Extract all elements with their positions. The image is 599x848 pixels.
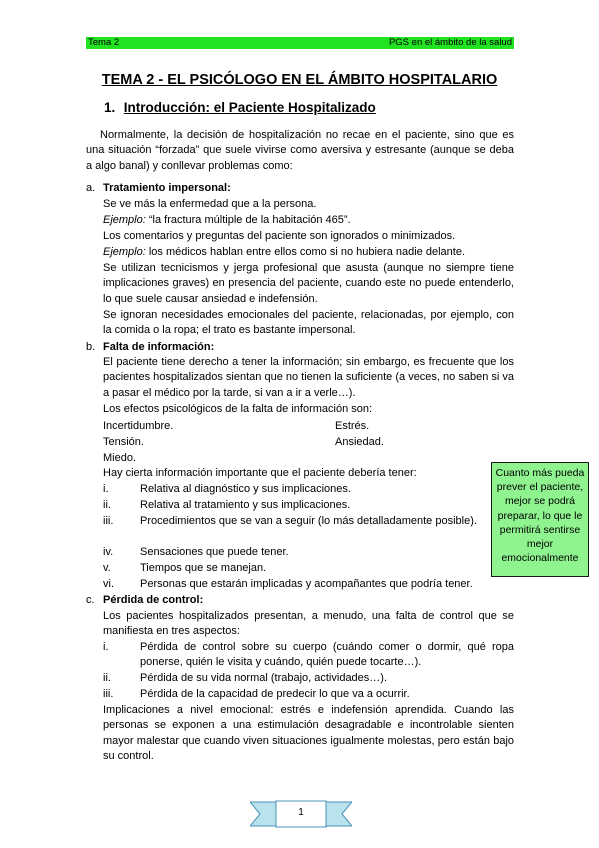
section-heading-text: Introducción: el Paciente Hospitalizado [123,100,376,115]
effect-item: Incertidumbre. [103,420,174,432]
callout-box: Cuanto más pueda prever el paciente, mejor se podrá preparar, lo que le permitirá sentirse mejor emocionalmente [491,462,589,577]
page-number-badge [250,800,352,828]
subsection-letter: b. [86,341,96,353]
subsection-letter: a. [86,182,96,194]
page-number: 1 [298,807,304,818]
subsection-title: Pérdida de control: [103,594,204,606]
paragraph: Se ignoran necesidades emocionales del paciente, relacionadas, por ejemplo, con la comida o la ropa; el trato es bastante impersonal. [103,309,514,337]
paragraph: El paciente tiene derecho a tener la información; sin embargo, es frecuente que los pacientes hospitalizados sientan que no tienen la suficiente (a veces, no saben si va a pasar el médico por la tarde, si van a ir a verle…). [103,356,514,399]
list-item-text: Pérdida de control sobre su cuerpo (cuándo comer o dormir, qué ropa ponerse, quién le visita y cuándo, quién puede tocarte…). [140,641,514,669]
subsection-c-heading [86,593,203,608]
list-item-text: Personas que estarán implicadas y acompañantes que podría tener. [140,578,473,590]
subsection-b-heading [86,340,214,355]
subsection-title: Tratamiento impersonal: [103,182,231,194]
list-item-number: ii. [103,499,111,511]
list-item-text: Pérdida de la capacidad de predecir lo que va a ocurrir. [140,688,410,700]
section-heading [104,100,376,115]
section-number: 1. [104,100,116,115]
list-item-text: Procedimientos que se van a seguir (lo más detalladamente posible). [140,515,477,527]
paragraph: Se ve más la enfermedad que a la persona. [103,198,317,210]
subsection-letter: c. [86,594,95,606]
example-paragraph [103,213,514,228]
effects-row [103,434,384,450]
example-text: los médicos hablan entre ellos como si no hubiera nadie delante. [145,246,465,258]
intro-paragraph: Normalmente, la decisión de hospitalización no recae en el paciente, sino que es una situación “forzada” que suele vivirse como aversiva y estresante (aunque se deba a algo banal) y conllevar problemas como: [86,129,514,172]
paragraph: Se utilizan tecnicismos y jerga profesional que asusta (aunque no siempre tiene implicaciones graves) en presencia del paciente, cuando este no puede entenderlo, lo que suele causar ansiedad e indefensión. [103,262,514,305]
list-item-text: Tiempos que se manejan. [140,562,267,574]
subsection-a-heading [86,181,231,196]
subsection-title: Falta de información: [103,341,215,353]
effect-item: Tensión. [103,436,144,448]
page-header [86,37,514,49]
effect-item: Miedo. [103,452,137,464]
list-item-number: i. [103,641,109,653]
header-left-text: Tema 2 [88,37,120,48]
example-label: Ejemplo: [103,246,146,258]
example-label: Ejemplo: [103,214,146,226]
list-item-number: vi. [103,578,114,590]
example-paragraph [103,245,514,260]
list-item-number: ii. [103,672,111,684]
list-item-text: Pérdida de su vida normal (trabajo, actividades…). [140,672,388,684]
document-title: TEMA 2 - EL PSICÓLOGO EN EL ÁMBITO HOSPITALARIO [101,72,498,88]
paragraph: Los comentarios y preguntas del paciente son ignorados o minimizados. [103,230,456,242]
effect-item: Estrés. [335,420,370,432]
list-item-text: Relativa al diagnóstico y sus implicaciones. [140,483,351,495]
list-item-text: Sensaciones que puede tener. [140,546,289,558]
example-text: “la fractura múltiple de la habitación 465”. [145,214,351,226]
effects-row [103,450,136,466]
paragraph: Los pacientes hospitalizados presentan, a menudo, una falta de control que se manifiesta en tres aspectos: [103,610,514,638]
paragraph: Los efectos psicológicos de la falta de información son: [103,403,373,415]
effect-item: Ansiedad. [335,436,384,448]
list-item-number: v. [103,562,111,574]
list-item-number: iii. [103,515,114,527]
list-item-number: iv. [103,546,114,558]
list-item-number: iii. [103,688,114,700]
paragraph: Implicaciones a nivel emocional: estrés e indefensión aprendida. Cuando las personas se exponen a una estimulación desagradable e incontrolable sienten mayor malestar que cuando viven situaciones igualmente molestas, pero están bajo su control. [103,704,514,762]
paragraph: Hay cierta información importante que el paciente debería tener: [103,467,417,479]
header-right-text: PGS en el ámbito de la salud [388,37,512,48]
list-item-number: i. [103,483,109,495]
list-item-text: Relativa al tratamiento y sus implicaciones. [140,499,351,511]
effects-row [103,418,370,434]
